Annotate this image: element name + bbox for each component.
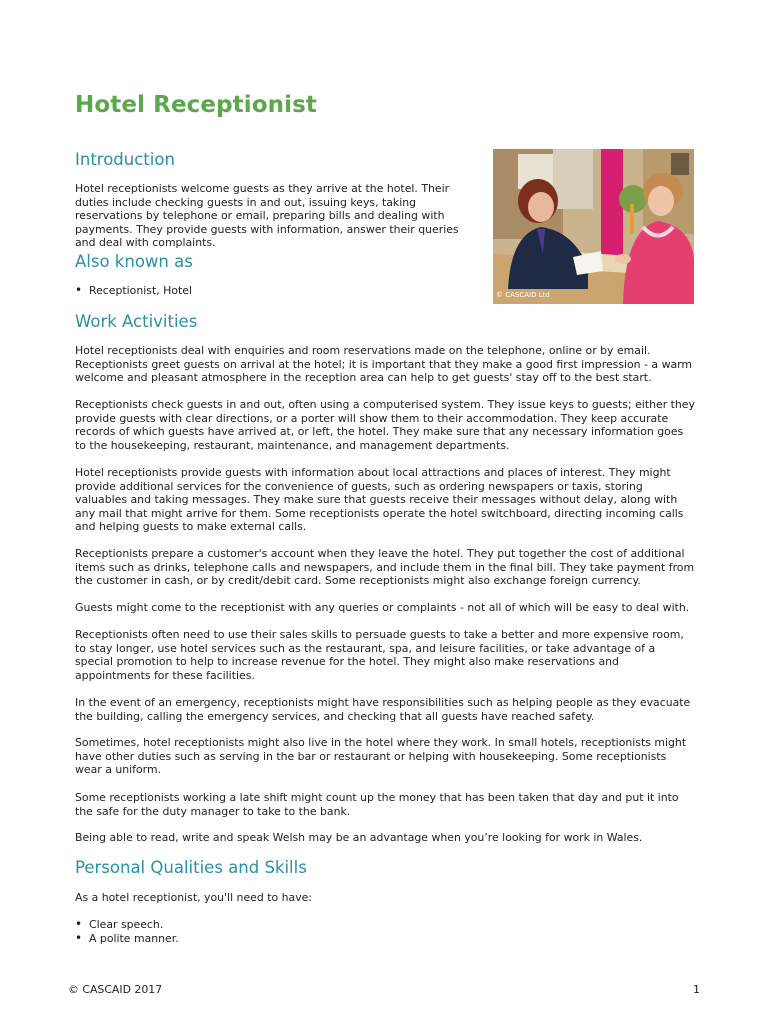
skills-heading: Personal Qualities and Skills [75,858,307,877]
photo-credit: © CASCAID Ltd [496,291,550,299]
aka-list [75,284,475,298]
list-item: • A polite manner. [75,932,475,946]
work-paragraph: In the event of an emergency, receptionists might have responsibilities such as helping people as they evacuate the building, calling the emergency services, and checking that all guests have reached safety. [75,696,691,723]
work-paragraph: Receptionists prepare a customer's account when they leave the hotel. They put together the cost of additional items such as drinks, telephone calls and newspapers, and include them in the final bill. They take payment from the customer in cash, or by credit/debit card. Some receptionists might also exchange foreign currency. [75,547,695,588]
work-paragraph: Being able to read, write and speak Welsh may be an advantage when you’re looking for work in Wales. [75,831,643,844]
intro-text: Hotel receptionists welcome guests as they arrive at the hotel. Their duties include checking guests in and out, issuing keys, taking reservations by telephone or email, preparing bills and dealing with payments. They provide guests with information, answer their queries and deal with complaints. [75,182,459,250]
work-paragraph: Guests might come to the receptionist with any queries or complaints - not all of which will be easy to deal with. [75,601,690,614]
work-heading: Work Activities [75,312,198,331]
page-number: 1 [693,983,700,996]
photo-illustration [493,149,694,304]
skills-list [75,918,475,945]
work-paragraph: Hotel receptionists deal with enquiries and room reservations made on the telephone, online or by email. Receptionists greet guests on arrival at the hotel; it is important that they make a good first impression - a warm welcome and pleasant atmosphere in the reception area can help to get guests' stay off to the best start. [75,344,693,385]
work-paragraph: Receptionists often need to use their sales skills to persuade guests to take a better and more expensive room, to stay longer, use hotel services such as the restaurant, spa, and leisure facilities, or take advantage of a special promotion to help to increase revenue for the hotel. They might also make reservations and appointments for these facilities. [75,628,684,682]
work-paragraph: Some receptionists working a late shift might count up the money that has been taken that day and put it into the safe for the duty manager to take to the bank. [75,791,679,818]
list-item: • Clear speech. [75,918,475,932]
aka-heading: Also known as [75,252,193,271]
page-title: Hotel Receptionist [75,92,317,118]
footer-copyright: © CASCAID 2017 [68,983,163,996]
receptionist-photo [493,149,694,304]
skills-intro: As a hotel receptionist, you'll need to have: [75,891,313,904]
work-paragraph: Sometimes, hotel receptionists might also live in the hotel where they work. In small hotels, receptionists might have other duties such as serving in the bar or restaurant or helping with housekeeping. Some receptionists wear a uniform. [75,736,687,777]
work-paragraph: Receptionists check guests in and out, often using a computerised system. They issue keys to guests; either they provide guests with clear directions, or a porter will show them to their accommodation. They keep accurate records of which guests have arrived at, or left, the hotel. They make sure that any necessary information goes to the housekeeping, restaurant, maintenance, and management departments. [75,398,695,452]
intro-heading: Introduction [75,150,175,169]
list-item: • Receptionist, Hotel [75,284,475,298]
work-paragraph: Hotel receptionists provide guests with information about local attractions and places of interest. They might provide additional services for the convenience of guests, such as ordering newspapers or taxis, storing valuables and taking messages. They make sure that guests receive their messages without delay, along with any mail that might arrive for them. Some receptionists operate the hotel switchboard, directing incoming calls and helping guests to make external calls. [75,466,684,534]
